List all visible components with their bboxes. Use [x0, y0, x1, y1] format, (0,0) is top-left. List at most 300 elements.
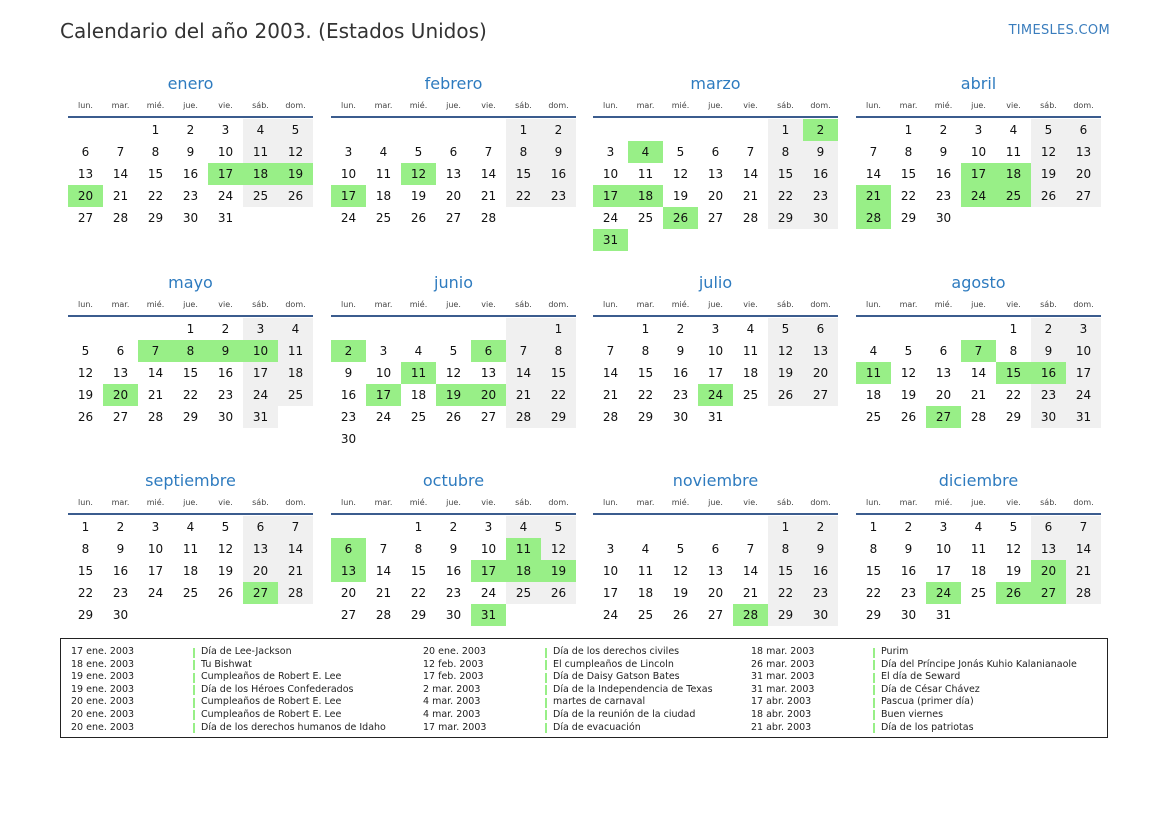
day-cell[interactable]: 4 — [414, 344, 423, 358]
day-cell[interactable]: 24 — [147, 586, 164, 600]
day-cell[interactable]: 15 — [768, 560, 803, 582]
day-cell[interactable]: 8 — [869, 542, 878, 556]
day-cell[interactable]: 16 — [182, 167, 199, 181]
day-cell[interactable]: 26 — [1031, 185, 1066, 207]
day-cell[interactable]: 2 — [1031, 318, 1066, 340]
day-cell[interactable]: 2 — [803, 516, 838, 538]
brand-link[interactable]: TIMESLES.COM — [1008, 23, 1110, 38]
day-cell[interactable]: 4 — [641, 542, 650, 556]
day-cell[interactable]: 3 — [711, 322, 720, 336]
day-cell[interactable]: 1 — [1009, 322, 1018, 336]
day-cell[interactable]: 17 — [471, 560, 506, 582]
day-cell[interactable]: 11 — [375, 167, 392, 181]
day-cell[interactable]: 15 — [637, 366, 654, 380]
day-cell[interactable]: 18 — [970, 564, 987, 578]
day-cell[interactable]: 19 — [1005, 564, 1022, 578]
day-cell[interactable]: 18 — [375, 189, 392, 203]
day-cell[interactable]: 11 — [401, 362, 436, 384]
day-cell[interactable]: 22 — [768, 185, 803, 207]
day-cell[interactable]: 18 — [742, 366, 759, 380]
day-cell[interactable]: 18 — [637, 586, 654, 600]
day-cell[interactable]: 8 — [768, 538, 803, 560]
day-cell[interactable]: 24 — [217, 189, 234, 203]
day-cell[interactable]: 23 — [900, 586, 917, 600]
day-cell[interactable]: 26 — [217, 586, 234, 600]
day-cell[interactable]: 11 — [182, 542, 199, 556]
day-cell[interactable]: 30 — [340, 432, 357, 446]
day-cell[interactable]: 1 — [768, 119, 803, 141]
day-cell[interactable]: 14 — [278, 538, 313, 560]
day-cell[interactable]: 16 — [900, 564, 917, 578]
day-cell[interactable]: 21 — [1066, 560, 1101, 582]
day-cell[interactable]: 1 — [904, 123, 913, 137]
day-cell[interactable]: 6 — [116, 344, 125, 358]
day-cell[interactable]: 26 — [77, 410, 94, 424]
day-cell[interactable]: 18 — [865, 388, 882, 402]
day-cell[interactable]: 5 — [541, 516, 576, 538]
day-cell[interactable]: 29 — [182, 410, 199, 424]
day-cell[interactable]: 25 — [278, 384, 313, 406]
day-cell[interactable]: 30 — [935, 211, 952, 225]
day-cell[interactable]: 30 — [445, 608, 462, 622]
day-cell[interactable]: 20 — [707, 586, 724, 600]
day-cell[interactable]: 12 — [672, 564, 689, 578]
day-cell[interactable]: 14 — [742, 167, 759, 181]
day-cell[interactable]: 18 — [628, 185, 663, 207]
day-cell[interactable]: 8 — [1009, 344, 1018, 358]
day-cell[interactable]: 25 — [410, 410, 427, 424]
day-cell[interactable]: 12 — [278, 141, 313, 163]
day-cell[interactable]: 20 — [471, 384, 506, 406]
day-cell[interactable]: 31 — [707, 410, 724, 424]
day-cell[interactable]: 21 — [506, 384, 541, 406]
day-cell[interactable]: 19 — [672, 189, 689, 203]
day-cell[interactable]: 14 — [742, 564, 759, 578]
day-cell[interactable]: 30 — [900, 608, 917, 622]
day-cell[interactable]: 27 — [1031, 582, 1066, 604]
day-cell[interactable]: 31 — [593, 229, 628, 251]
day-cell[interactable]: 24 — [340, 211, 357, 225]
day-cell[interactable]: 10 — [602, 564, 619, 578]
day-cell[interactable]: 15 — [182, 366, 199, 380]
day-cell[interactable]: 10 — [935, 542, 952, 556]
day-cell[interactable]: 26 — [445, 410, 462, 424]
day-cell[interactable]: 22 — [637, 388, 654, 402]
day-cell[interactable]: 1 — [151, 123, 160, 137]
day-cell[interactable]: 22 — [77, 586, 94, 600]
day-cell[interactable]: 7 — [278, 516, 313, 538]
day-cell[interactable]: 11 — [278, 340, 313, 362]
day-cell[interactable]: 10 — [243, 340, 278, 362]
day-cell[interactable]: 15 — [147, 167, 164, 181]
day-cell[interactable]: 10 — [480, 542, 497, 556]
day-cell[interactable]: 28 — [733, 604, 768, 626]
day-cell[interactable]: 13 — [1031, 538, 1066, 560]
day-cell[interactable]: 13 — [1066, 141, 1101, 163]
day-cell[interactable]: 27 — [445, 211, 462, 225]
day-cell[interactable]: 5 — [414, 145, 423, 159]
day-cell[interactable]: 17 — [707, 366, 724, 380]
day-cell[interactable]: 3 — [484, 520, 493, 534]
day-cell[interactable]: 5 — [221, 520, 230, 534]
day-cell[interactable]: 8 — [81, 542, 90, 556]
day-cell[interactable]: 25 — [243, 185, 278, 207]
day-cell[interactable]: 16 — [217, 366, 234, 380]
day-cell[interactable]: 16 — [803, 163, 838, 185]
day-cell[interactable]: 18 — [278, 362, 313, 384]
day-cell[interactable]: 16 — [112, 564, 129, 578]
day-cell[interactable]: 12 — [77, 366, 94, 380]
day-cell[interactable]: 21 — [147, 388, 164, 402]
day-cell[interactable]: 15 — [996, 362, 1031, 384]
day-cell[interactable]: 12 — [1005, 542, 1022, 556]
day-cell[interactable]: 12 — [768, 340, 803, 362]
day-cell[interactable]: 5 — [81, 344, 90, 358]
day-cell[interactable]: 3 — [243, 318, 278, 340]
day-cell[interactable]: 22 — [147, 189, 164, 203]
day-cell[interactable]: 2 — [116, 520, 125, 534]
day-cell[interactable]: 14 — [375, 564, 392, 578]
day-cell[interactable]: 22 — [865, 586, 882, 600]
day-cell[interactable]: 7 — [869, 145, 878, 159]
day-cell[interactable]: 31 — [1066, 406, 1101, 428]
day-cell[interactable]: 14 — [112, 167, 129, 181]
day-cell[interactable]: 19 — [541, 560, 576, 582]
day-cell[interactable]: 27 — [803, 384, 838, 406]
day-cell[interactable]: 4 — [1009, 123, 1018, 137]
day-cell[interactable]: 29 — [147, 211, 164, 225]
day-cell[interactable]: 14 — [147, 366, 164, 380]
day-cell[interactable]: 1 — [81, 520, 90, 534]
day-cell[interactable]: 25 — [637, 211, 654, 225]
day-cell[interactable]: 4 — [746, 322, 755, 336]
day-cell[interactable]: 9 — [541, 141, 576, 163]
day-cell[interactable]: 9 — [1031, 340, 1066, 362]
day-cell[interactable]: 3 — [606, 542, 615, 556]
day-cell[interactable]: 21 — [602, 388, 619, 402]
day-cell[interactable]: 2 — [221, 322, 230, 336]
day-cell[interactable]: 25 — [996, 185, 1031, 207]
day-cell[interactable]: 16 — [445, 564, 462, 578]
day-cell[interactable]: 2 — [331, 340, 366, 362]
day-cell[interactable]: 5 — [1031, 119, 1066, 141]
day-cell[interactable]: 9 — [344, 366, 353, 380]
day-cell[interactable]: 8 — [768, 141, 803, 163]
day-cell[interactable]: 17 — [147, 564, 164, 578]
day-cell[interactable]: 30 — [217, 410, 234, 424]
day-cell[interactable]: 7 — [138, 340, 173, 362]
day-cell[interactable]: 26 — [900, 410, 917, 424]
day-cell[interactable]: 25 — [637, 608, 654, 622]
day-cell[interactable]: 23 — [445, 586, 462, 600]
day-cell[interactable]: 23 — [935, 189, 952, 203]
day-cell[interactable]: 9 — [449, 542, 458, 556]
day-cell[interactable]: 24 — [375, 410, 392, 424]
day-cell[interactable]: 18 — [182, 564, 199, 578]
day-cell[interactable]: 14 — [506, 362, 541, 384]
day-cell[interactable]: 30 — [112, 608, 129, 622]
day-cell[interactable]: 5 — [768, 318, 803, 340]
day-cell[interactable]: 20 — [340, 586, 357, 600]
day-cell[interactable]: 9 — [208, 340, 243, 362]
day-cell[interactable]: 23 — [803, 582, 838, 604]
day-cell[interactable]: 4 — [506, 516, 541, 538]
day-cell[interactable]: 3 — [974, 123, 983, 137]
day-cell[interactable]: 23 — [803, 185, 838, 207]
day-cell[interactable]: 26 — [768, 384, 803, 406]
day-cell[interactable]: 29 — [77, 608, 94, 622]
day-cell[interactable]: 23 — [112, 586, 129, 600]
day-cell[interactable]: 2 — [541, 119, 576, 141]
day-cell[interactable]: 19 — [900, 388, 917, 402]
day-cell[interactable]: 2 — [676, 322, 685, 336]
day-cell[interactable]: 20 — [243, 560, 278, 582]
day-cell[interactable]: 30 — [803, 207, 838, 229]
day-cell[interactable]: 17 — [961, 163, 996, 185]
day-cell[interactable]: 24 — [698, 384, 733, 406]
day-cell[interactable]: 8 — [414, 542, 423, 556]
day-cell[interactable]: 28 — [970, 410, 987, 424]
day-cell[interactable]: 2 — [803, 119, 838, 141]
day-cell[interactable]: 9 — [803, 141, 838, 163]
day-cell[interactable]: 28 — [112, 211, 129, 225]
day-cell[interactable]: 7 — [746, 542, 755, 556]
day-cell[interactable]: 19 — [1031, 163, 1066, 185]
day-cell[interactable]: 25 — [970, 586, 987, 600]
day-cell[interactable]: 9 — [186, 145, 195, 159]
day-cell[interactable]: 11 — [506, 538, 541, 560]
day-cell[interactable]: 20 — [445, 189, 462, 203]
day-cell[interactable]: 15 — [541, 362, 576, 384]
day-cell[interactable]: 30 — [803, 604, 838, 626]
day-cell[interactable]: 31 — [243, 406, 278, 428]
day-cell[interactable]: 17 — [935, 564, 952, 578]
day-cell[interactable]: 14 — [865, 167, 882, 181]
day-cell[interactable]: 29 — [637, 410, 654, 424]
day-cell[interactable]: 26 — [663, 207, 698, 229]
day-cell[interactable]: 6 — [331, 538, 366, 560]
day-cell[interactable]: 21 — [480, 189, 497, 203]
day-cell[interactable]: 21 — [375, 586, 392, 600]
day-cell[interactable]: 13 — [243, 538, 278, 560]
day-cell[interactable]: 7 — [379, 542, 388, 556]
day-cell[interactable]: 20 — [1066, 163, 1101, 185]
day-cell[interactable]: 22 — [900, 189, 917, 203]
day-cell[interactable]: 11 — [970, 542, 987, 556]
day-cell[interactable]: 2 — [186, 123, 195, 137]
day-cell[interactable]: 24 — [1066, 384, 1101, 406]
day-cell[interactable]: 3 — [344, 145, 353, 159]
day-cell[interactable]: 22 — [410, 586, 427, 600]
day-cell[interactable]: 29 — [768, 207, 803, 229]
day-cell[interactable]: 5 — [904, 344, 913, 358]
day-cell[interactable]: 21 — [742, 586, 759, 600]
day-cell[interactable]: 10 — [375, 366, 392, 380]
day-cell[interactable]: 24 — [926, 582, 961, 604]
day-cell[interactable]: 19 — [278, 163, 313, 185]
day-cell[interactable]: 29 — [1005, 410, 1022, 424]
day-cell[interactable]: 28 — [856, 207, 891, 229]
day-cell[interactable]: 16 — [935, 167, 952, 181]
day-cell[interactable]: 12 — [900, 366, 917, 380]
day-cell[interactable]: 3 — [379, 344, 388, 358]
day-cell[interactable]: 23 — [1031, 384, 1066, 406]
day-cell[interactable]: 27 — [707, 608, 724, 622]
day-cell[interactable]: 2 — [449, 520, 458, 534]
day-cell[interactable]: 28 — [1066, 582, 1101, 604]
day-cell[interactable]: 1 — [414, 520, 423, 534]
day-cell[interactable]: 2 — [904, 520, 913, 534]
day-cell[interactable]: 6 — [449, 145, 458, 159]
day-cell[interactable]: 12 — [1031, 141, 1066, 163]
day-cell[interactable]: 28 — [278, 582, 313, 604]
day-cell[interactable]: 9 — [939, 145, 948, 159]
day-cell[interactable]: 7 — [961, 340, 996, 362]
day-cell[interactable]: 5 — [676, 542, 685, 556]
day-cell[interactable]: 22 — [1005, 388, 1022, 402]
day-cell[interactable]: 11 — [637, 564, 654, 578]
day-cell[interactable]: 26 — [996, 582, 1031, 604]
day-cell[interactable]: 22 — [541, 384, 576, 406]
day-cell[interactable]: 6 — [243, 516, 278, 538]
day-cell[interactable]: 20 — [707, 189, 724, 203]
day-cell[interactable]: 20 — [803, 362, 838, 384]
day-cell[interactable]: 27 — [77, 211, 94, 225]
day-cell[interactable]: 11 — [1005, 145, 1022, 159]
day-cell[interactable]: 7 — [484, 145, 493, 159]
day-cell[interactable]: 13 — [445, 167, 462, 181]
day-cell[interactable]: 8 — [173, 340, 208, 362]
day-cell[interactable]: 14 — [1066, 538, 1101, 560]
day-cell[interactable]: 18 — [996, 163, 1031, 185]
day-cell[interactable]: 15 — [77, 564, 94, 578]
day-cell[interactable]: 4 — [628, 141, 663, 163]
day-cell[interactable]: 17 — [331, 185, 366, 207]
day-cell[interactable]: 28 — [375, 608, 392, 622]
day-cell[interactable]: 17 — [593, 185, 628, 207]
day-cell[interactable]: 7 — [746, 145, 755, 159]
day-cell[interactable]: 10 — [340, 167, 357, 181]
day-cell[interactable]: 18 — [243, 163, 278, 185]
day-cell[interactable]: 27 — [707, 211, 724, 225]
day-cell[interactable]: 11 — [637, 167, 654, 181]
day-cell[interactable]: 22 — [506, 185, 541, 207]
day-cell[interactable]: 13 — [77, 167, 94, 181]
day-cell[interactable]: 6 — [939, 344, 948, 358]
day-cell[interactable]: 14 — [602, 366, 619, 380]
day-cell[interactable]: 10 — [217, 145, 234, 159]
day-cell[interactable]: 7 — [1066, 516, 1101, 538]
day-cell[interactable]: 28 — [480, 211, 497, 225]
day-cell[interactable]: 17 — [1066, 362, 1101, 384]
day-cell[interactable]: 26 — [278, 185, 313, 207]
day-cell[interactable]: 6 — [711, 542, 720, 556]
day-cell[interactable]: 9 — [904, 542, 913, 556]
day-cell[interactable]: 5 — [449, 344, 458, 358]
day-cell[interactable]: 4 — [243, 119, 278, 141]
day-cell[interactable]: 21 — [742, 189, 759, 203]
day-cell[interactable]: 1 — [186, 322, 195, 336]
day-cell[interactable]: 22 — [182, 388, 199, 402]
day-cell[interactable]: 19 — [77, 388, 94, 402]
day-cell[interactable]: 23 — [182, 189, 199, 203]
day-cell[interactable]: 28 — [602, 410, 619, 424]
day-cell[interactable]: 14 — [480, 167, 497, 181]
day-cell[interactable]: 15 — [900, 167, 917, 181]
day-cell[interactable]: 8 — [506, 141, 541, 163]
day-cell[interactable]: 17 — [243, 362, 278, 384]
day-cell[interactable]: 15 — [506, 163, 541, 185]
day-cell[interactable]: 1 — [869, 520, 878, 534]
day-cell[interactable]: 12 — [217, 542, 234, 556]
day-cell[interactable]: 24 — [243, 384, 278, 406]
day-cell[interactable]: 1 — [541, 318, 576, 340]
day-cell[interactable]: 17 — [208, 163, 243, 185]
day-cell[interactable]: 22 — [768, 582, 803, 604]
day-cell[interactable]: 30 — [1031, 406, 1066, 428]
day-cell[interactable]: 23 — [541, 185, 576, 207]
day-cell[interactable]: 27 — [340, 608, 357, 622]
day-cell[interactable]: 12 — [401, 163, 436, 185]
day-cell[interactable]: 24 — [602, 211, 619, 225]
day-cell[interactable]: 3 — [939, 520, 948, 534]
day-cell[interactable]: 20 — [935, 388, 952, 402]
day-cell[interactable]: 27 — [243, 582, 278, 604]
day-cell[interactable]: 7 — [116, 145, 125, 159]
day-cell[interactable]: 8 — [541, 340, 576, 362]
day-cell[interactable]: 28 — [506, 406, 541, 428]
day-cell[interactable]: 10 — [147, 542, 164, 556]
day-cell[interactable]: 9 — [803, 538, 838, 560]
day-cell[interactable]: 21 — [278, 560, 313, 582]
day-cell[interactable]: 19 — [672, 586, 689, 600]
day-cell[interactable]: 1 — [506, 119, 541, 141]
day-cell[interactable]: 10 — [602, 167, 619, 181]
day-cell[interactable]: 28 — [742, 211, 759, 225]
day-cell[interactable]: 18 — [410, 388, 427, 402]
day-cell[interactable]: 29 — [900, 211, 917, 225]
day-cell[interactable]: 4 — [869, 344, 878, 358]
day-cell[interactable]: 25 — [506, 582, 541, 604]
day-cell[interactable]: 6 — [1031, 516, 1066, 538]
day-cell[interactable]: 4 — [278, 318, 313, 340]
day-cell[interactable]: 19 — [410, 189, 427, 203]
day-cell[interactable]: 26 — [410, 211, 427, 225]
day-cell[interactable]: 13 — [331, 560, 366, 582]
day-cell[interactable]: 25 — [742, 388, 759, 402]
day-cell[interactable]: 6 — [1066, 119, 1101, 141]
day-cell[interactable]: 31 — [935, 608, 952, 622]
day-cell[interactable]: 31 — [217, 211, 234, 225]
day-cell[interactable]: 13 — [707, 167, 724, 181]
day-cell[interactable]: 30 — [672, 410, 689, 424]
day-cell[interactable]: 6 — [711, 145, 720, 159]
day-cell[interactable]: 29 — [865, 608, 882, 622]
day-cell[interactable]: 29 — [410, 608, 427, 622]
day-cell[interactable]: 3 — [151, 520, 160, 534]
day-cell[interactable]: 26 — [672, 608, 689, 622]
day-cell[interactable]: 13 — [935, 366, 952, 380]
day-cell[interactable]: 27 — [112, 410, 129, 424]
day-cell[interactable]: 20 — [103, 384, 138, 406]
day-cell[interactable]: 6 — [81, 145, 90, 159]
day-cell[interactable]: 2 — [939, 123, 948, 137]
day-cell[interactable]: 17 — [602, 586, 619, 600]
day-cell[interactable]: 13 — [480, 366, 497, 380]
day-cell[interactable]: 21 — [112, 189, 129, 203]
day-cell[interactable]: 13 — [112, 366, 129, 380]
day-cell[interactable]: 29 — [768, 604, 803, 626]
